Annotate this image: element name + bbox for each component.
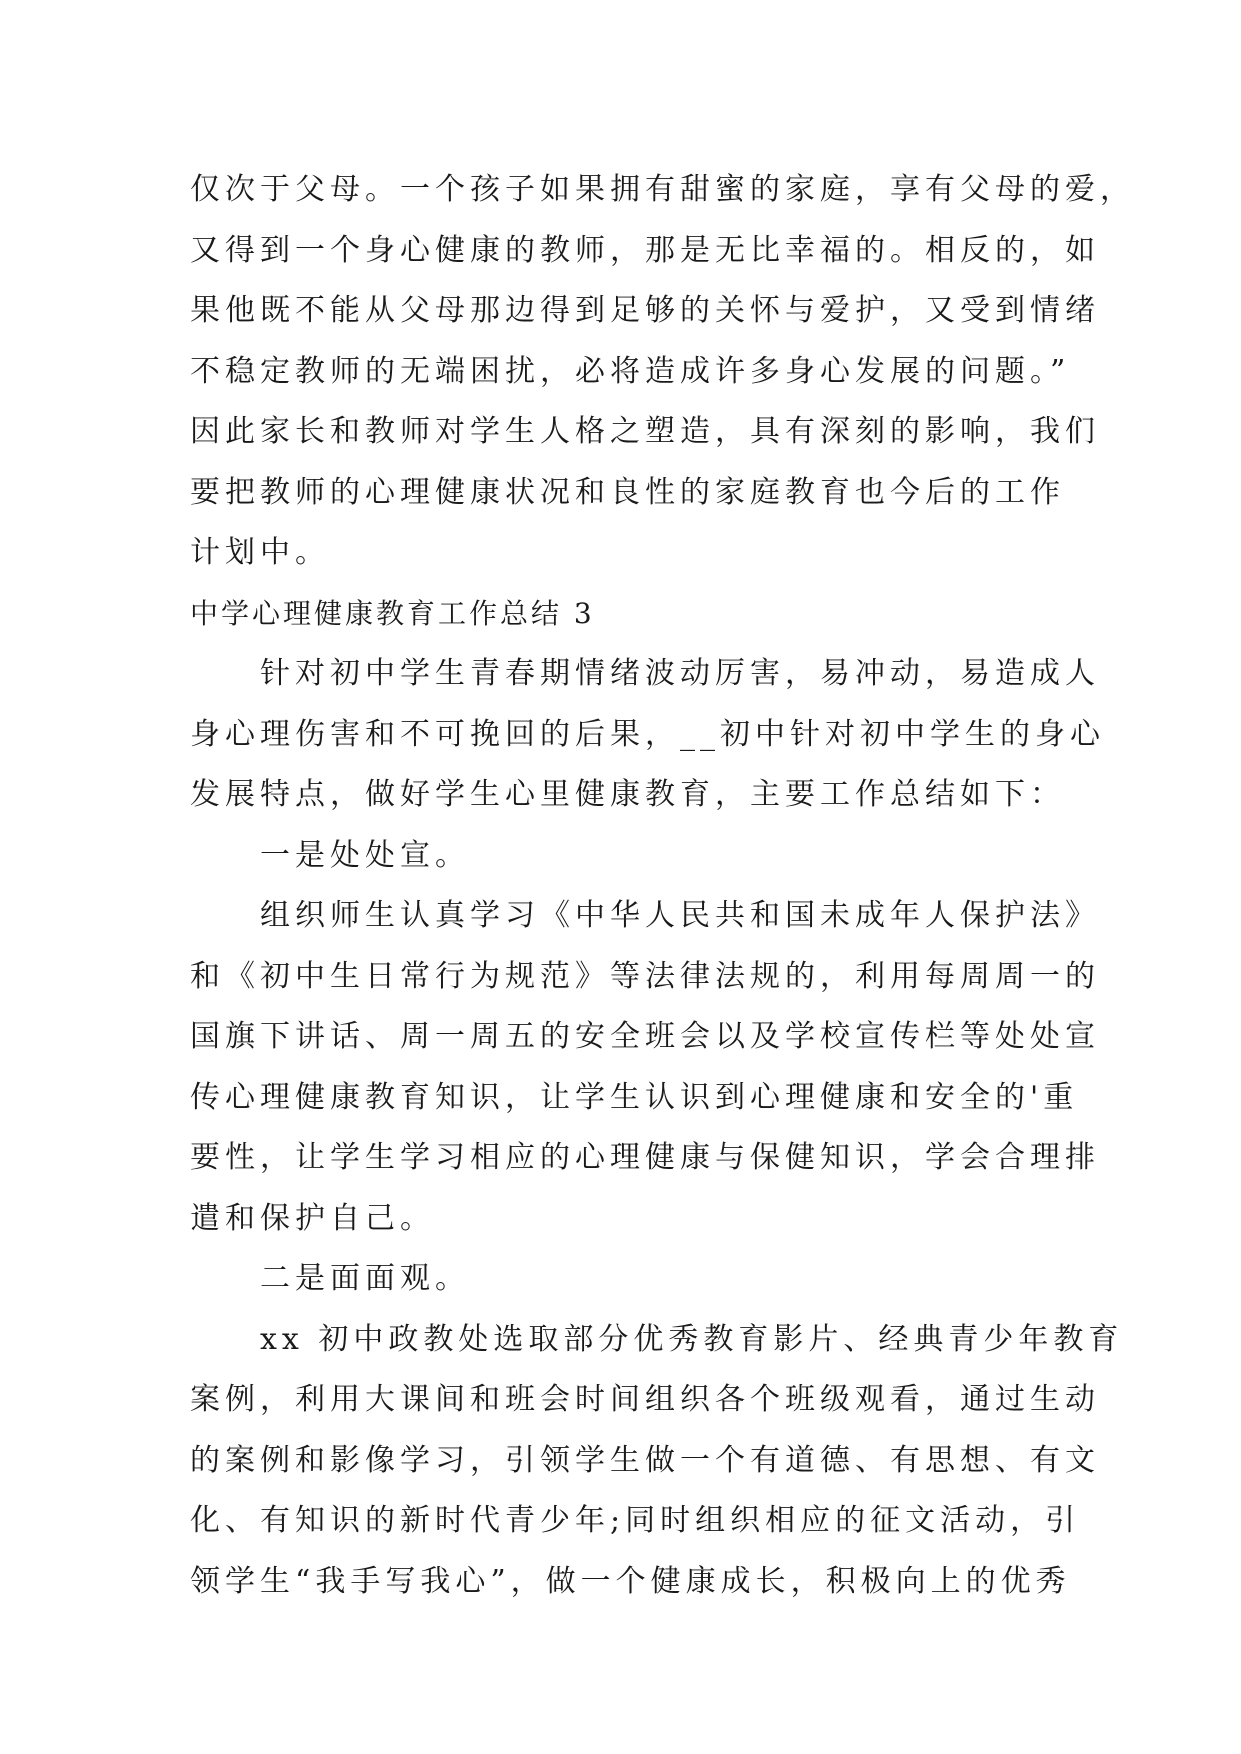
text-line: 果他既不能从父母那边得到足够的关怀与爱护，又受到情绪 — [190, 293, 1100, 328]
text-line: 化、有知识的新时代青少年;同时组织相应的征文活动，引 — [190, 1503, 1081, 1538]
text-line: 和《初中生日常行为规范》等法律法规的，利用每周周一的 — [190, 958, 1100, 994]
text-line: 的案例和影像学习，引领学生做一个有道德、有思想、有文 — [190, 1442, 1100, 1478]
text-line: 又得到一个身心健康的教师，那是无比幸福的。相反的，如 — [190, 232, 1100, 268]
text-line: 案例，利用大课间和班会时间组织各个班级观看，通过生动 — [190, 1382, 1100, 1417]
text-line: 要性，让学生学习相应的心理健康与保健知识，学会合理排 — [190, 1140, 1100, 1175]
subheading-line: 一是处处宣。 — [190, 837, 470, 873]
section-heading: 中学心理健康教育工作总结 3 — [190, 596, 595, 630]
document-page — [190, 160, 1135, 1612]
text-line: 因此家长和教师对学生人格之塑造，具有深刻的影响，我们 — [190, 414, 1100, 449]
subheading-line: 二是面面观。 — [190, 1261, 470, 1296]
text-line: 领学生“我手写我心”，做一个健康成长，积极向上的优秀 — [190, 1563, 1071, 1599]
text-line: 不稳定教师的无端困扰，必将造成许多身心发展的问题。” — [190, 353, 1071, 389]
text-line: 针对初中学生青春期情绪波动厉害，易冲动，易造成人 — [190, 656, 1100, 691]
text-line: 传心理健康教育知识，让学生认识到心理健康和安全的'重 — [190, 1079, 1079, 1115]
text-line: 仅次于父母。一个孩子如果拥有甜蜜的家庭，享有父母的爱， — [190, 172, 1135, 207]
text-line: 组织师生认真学习《中华人民共和国未成年人保护法》 — [190, 898, 1100, 933]
text-line: 身心理伤害和不可挽回的后果，__初中针对初中学生的身心 — [190, 716, 1105, 752]
text-line: 发展特点，做好学生心里健康教育，主要工作总结如下： — [190, 777, 1065, 812]
text-line: 计划中。 — [190, 535, 330, 570]
text-line: 国旗下讲话、周一周五的安全班会以及学校宣传栏等处处宣 — [190, 1019, 1100, 1054]
text-line: xx 初中政教处选取部分优秀教育影片、经典青少年教育 — [190, 1321, 1124, 1357]
text-line: 要把教师的心理健康状况和良性的家庭教育也今后的工作 — [190, 474, 1065, 510]
text-line: 遣和保护自己。 — [190, 1200, 435, 1236]
